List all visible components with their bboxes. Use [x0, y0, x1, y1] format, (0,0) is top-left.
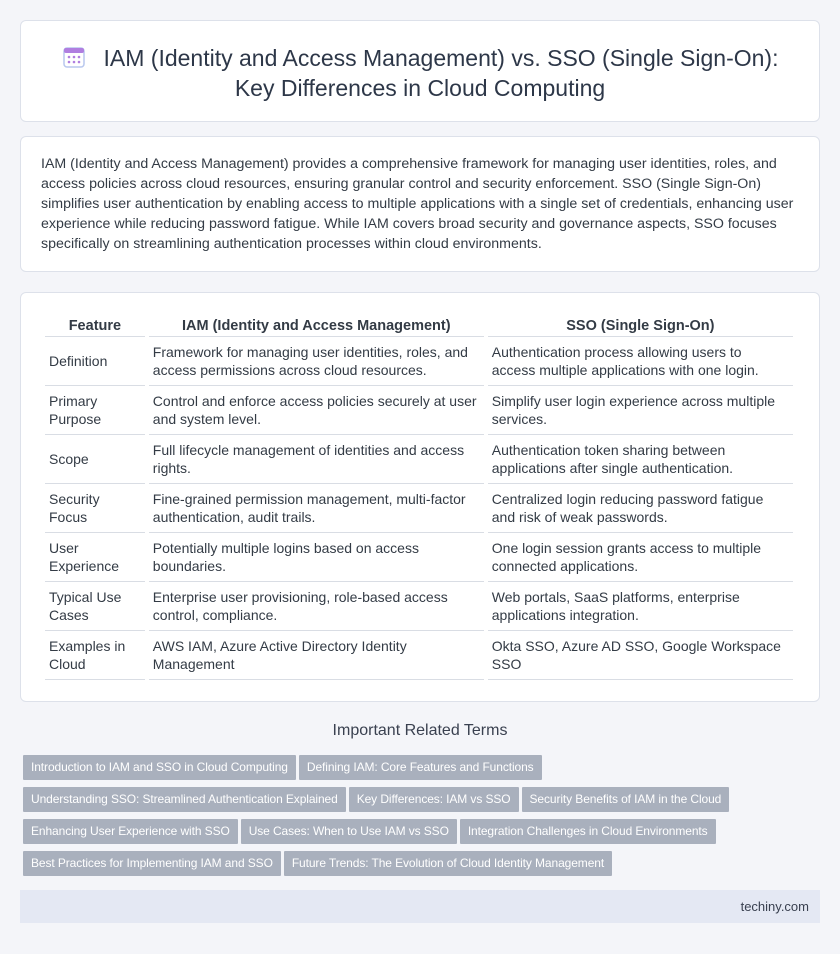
comparison-table: [41, 311, 797, 680]
header-iam: IAM (Identity and Access Management): [149, 311, 484, 337]
related-term-link[interactable]: Security Benefits of IAM in the Cloud: [522, 787, 730, 812]
tag-row: [23, 755, 803, 787]
related-term-link[interactable]: Defining IAM: Core Features and Functions: [299, 755, 542, 780]
related-terms-heading: Important Related Terms: [332, 722, 508, 739]
related-term-link[interactable]: Integration Challenges in Cloud Environments: [460, 819, 716, 844]
table-row: [45, 484, 793, 533]
related-term-link[interactable]: Understanding SSO: Streamlined Authentication Explained: [23, 787, 346, 812]
sso-cell: Centralized login reducing password fatigue and risk of weak passwords.: [488, 484, 793, 533]
iam-cell: Fine-grained permission management, multi-factor authentication, audit trails.: [149, 484, 484, 533]
sso-cell: Okta SSO, Azure AD SSO, Google Workspace SSO: [488, 631, 793, 680]
iam-cell: Framework for managing user identities, roles, and access permissions across cloud resources.: [149, 337, 484, 386]
title-card: [20, 20, 820, 122]
feature-cell: Definition: [45, 337, 145, 386]
related-term-link[interactable]: Introduction to IAM and SSO in Cloud Computing: [23, 755, 296, 780]
table-row: [45, 386, 793, 435]
sso-cell: Authentication process allowing users to access multiple applications with one login.: [488, 337, 793, 386]
header-feature: Feature: [45, 311, 145, 337]
related-terms-list: [23, 755, 803, 883]
footer: [20, 890, 820, 923]
feature-cell: Examples in Cloud: [45, 631, 145, 680]
title-line-1: IAM (Identity and Access Management) vs. SSO (Single Sign-On):: [103, 45, 779, 71]
table-row: [45, 435, 793, 484]
title-line-2: Key Differences in Cloud Computing: [234, 75, 606, 101]
summary-card: [20, 136, 820, 272]
comparison-card: [20, 292, 820, 702]
related-term-link[interactable]: Enhancing User Experience with SSO: [23, 819, 238, 844]
tag-row: [23, 851, 803, 883]
iam-cell: Enterprise user provisioning, role-based access control, compliance.: [149, 582, 484, 631]
feature-cell: Security Focus: [45, 484, 145, 533]
iam-cell: AWS IAM, Azure Active Directory Identity Management: [149, 631, 484, 680]
table-row: [45, 631, 793, 680]
table-row: [45, 582, 793, 631]
sso-cell: One login session grants access to multiple connected applications.: [488, 533, 793, 582]
related-term-link[interactable]: Key Differences: IAM vs SSO: [349, 787, 519, 812]
feature-cell: Typical Use Cases: [45, 582, 145, 631]
feature-cell: Scope: [45, 435, 145, 484]
related-term-link[interactable]: Best Practices for Implementing IAM and SSO: [23, 851, 281, 876]
iam-cell: Control and enforce access policies securely at user and system level.: [149, 386, 484, 435]
related-term-link[interactable]: Use Cases: When to Use IAM vs SSO: [241, 819, 457, 844]
tag-row: [23, 819, 803, 851]
sso-cell: Authentication token sharing between applications after single authentication.: [488, 435, 793, 484]
table-row: [45, 533, 793, 582]
header-sso: SSO (Single Sign-On): [488, 311, 793, 337]
iam-cell: Full lifecycle management of identities and access rights.: [149, 435, 484, 484]
summary-text: IAM (Identity and Access Management) provides a comprehensive framework for managing user identities, roles, and access policies across cloud resources, ensuring granular control and security enforcement. SSO (Single Sign-On) simplifies user authentication by enabling access to multiple applications with a single set of credentials, enhancing user experience while reducing password fatigue. While IAM covers broad security and governance aspects, SSO focuses specifically on streamlining authentication processes within cloud environments.: [41, 156, 794, 252]
table-header-row: [45, 311, 793, 337]
tag-row: [23, 787, 803, 819]
feature-cell: User Experience: [45, 533, 145, 582]
calendar-icon: [62, 45, 86, 69]
sso-cell: Web portals, SaaS platforms, enterprise applications integration.: [488, 582, 793, 631]
iam-cell: Potentially multiple logins based on access boundaries.: [149, 533, 484, 582]
feature-cell: Primary Purpose: [45, 386, 145, 435]
related-term-link[interactable]: Future Trends: The Evolution of Cloud Identity Management: [284, 851, 612, 876]
site-name[interactable]: techiny.com: [740, 899, 809, 914]
table-row: [45, 337, 793, 386]
page-title: [21, 43, 819, 103]
sso-cell: Simplify user login experience across multiple services.: [488, 386, 793, 435]
